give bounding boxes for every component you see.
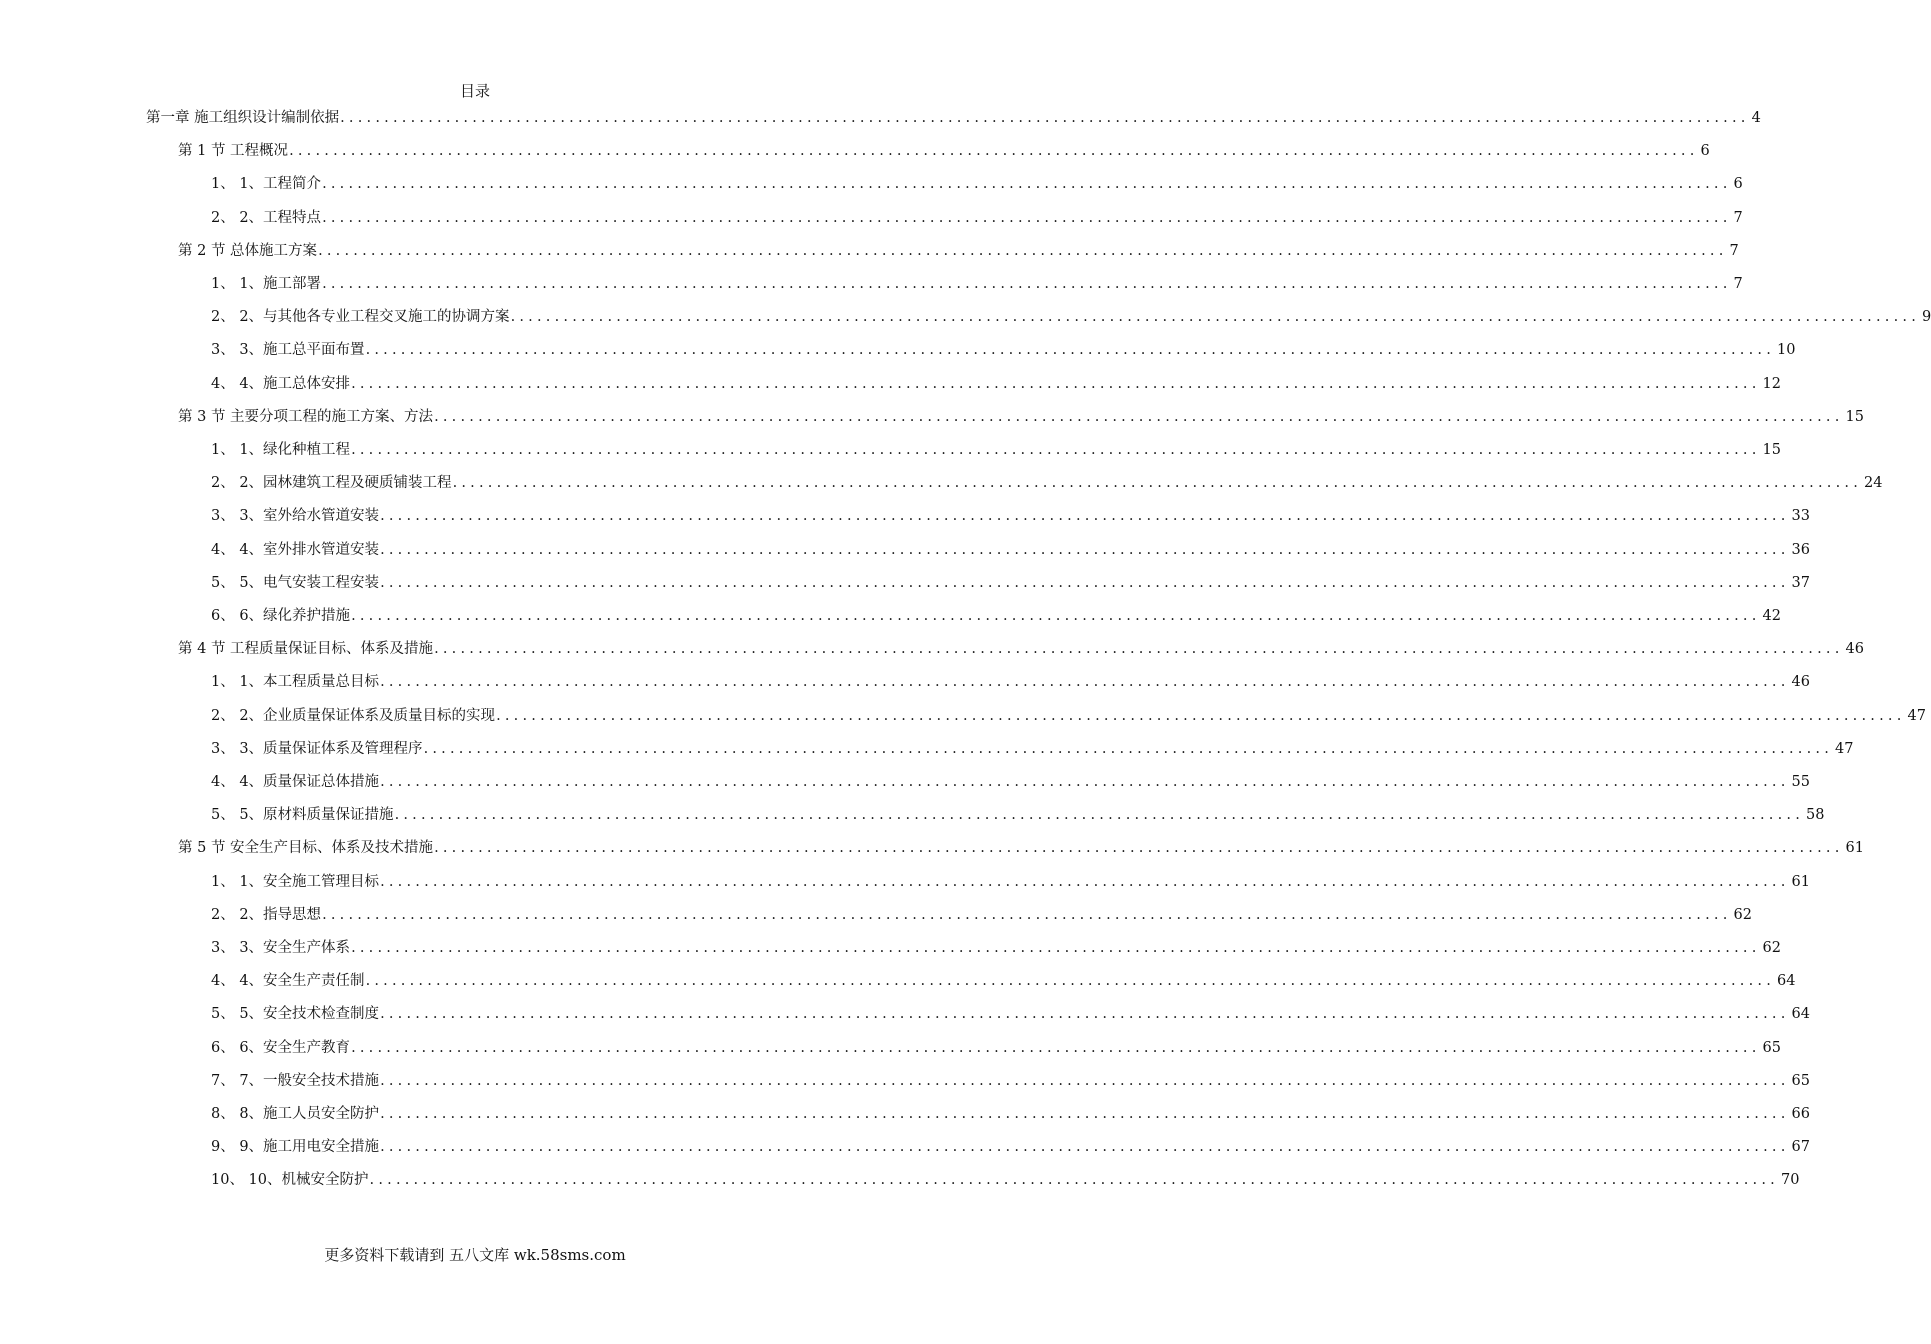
toc-entry-label: 2、 2、指导思想 <box>211 906 322 923</box>
toc-entry-label: 第 4 节 工程质量保证目标、体系及措施 <box>178 641 434 658</box>
toc-dot-leader: ................................................................................................................................................................ <box>452 475 1863 492</box>
toc-entry-page-number: 36 <box>1791 541 1810 558</box>
toc-dot-leader: ................................................................................................................................................................ <box>380 1006 1790 1023</box>
toc-entry-label: 2、 2、企业质量保证体系及质量目标的实现 <box>211 707 496 724</box>
toc-entry[interactable] <box>211 504 1810 526</box>
toc-entry-label: 1、 1、工程简介 <box>211 176 322 193</box>
toc-entry-label: 2、 2、园林建筑工程及硬质铺装工程 <box>211 475 452 492</box>
toc-entry[interactable] <box>211 372 1781 394</box>
toc-entry[interactable] <box>211 737 1854 759</box>
toc-entry[interactable] <box>211 1102 1810 1124</box>
toc-entry-page-number: 65 <box>1791 1072 1810 1089</box>
toc-entry-label: 4、 4、施工总体安排 <box>211 375 351 392</box>
toc-dot-leader: ................................................................................................................................................................ <box>369 1172 1779 1189</box>
toc-entry-page-number: 58 <box>1806 807 1825 824</box>
toc-entry[interactable] <box>211 604 1781 626</box>
toc-entry-label: 第 1 节 工程概况 <box>178 143 289 160</box>
toc-dot-leader: ................................................................................................................................................................ <box>380 873 1790 890</box>
toc-dot-leader: ................................................................................................................................................................ <box>322 906 1732 923</box>
toc-dot-leader: ................................................................................................................................................................ <box>380 1106 1790 1122</box>
toc-entry-label: 3、 3、室外给水管道安装 <box>211 508 380 525</box>
toc-entry-page-number: 4 <box>1751 110 1761 126</box>
toc-dot-leader: ................................................................................................................................................................ <box>394 807 1805 824</box>
toc-entry[interactable] <box>211 1069 1810 1091</box>
toc-dot-leader: ................................................................................................................................................................ <box>380 774 1790 790</box>
toc-dot-leader: ................................................................................................................................................................ <box>380 508 1790 525</box>
toc-entry-page-number: 61 <box>1845 840 1864 857</box>
toc-entry-label: 5、 5、电气安装工程安装 <box>211 574 380 591</box>
toc-entry[interactable] <box>211 571 1810 593</box>
toc-dot-leader: ................................................................................................................................................................ <box>351 375 1761 392</box>
toc-entry-page-number: 47 <box>1907 707 1926 724</box>
toc-entry[interactable] <box>211 305 1931 327</box>
toc-entry-label: 1、 1、施工部署 <box>211 276 322 292</box>
toc-dot-leader: ................................................................................................................................................................ <box>322 209 1732 226</box>
toc-entry-label: 10、 10、机械安全防护 <box>211 1172 369 1189</box>
toc-dot-leader: ................................................................................................................................................................ <box>380 541 1790 558</box>
toc-dot-leader: ................................................................................................................................................................ <box>365 973 1776 990</box>
toc-entry-label: 5、 5、安全技术检查制度 <box>211 1006 380 1023</box>
toc-entry[interactable] <box>211 206 1743 228</box>
toc-entry-page-number: 24 <box>1864 475 1883 492</box>
toc-dot-leader: ................................................................................................................................................................ <box>318 242 1728 259</box>
toc-entry[interactable] <box>211 670 1810 692</box>
toc-dot-leader: ................................................................................................................................................................ <box>380 1072 1790 1089</box>
toc-entry[interactable] <box>211 770 1810 792</box>
toc-entry-page-number: 7 <box>1729 242 1739 259</box>
toc-entry[interactable] <box>211 1135 1810 1157</box>
toc-entry[interactable] <box>211 936 1781 958</box>
toc-dot-leader: ................................................................................................................................................................ <box>434 641 1844 658</box>
toc-entry-label: 5、 5、原材料质量保证措施 <box>211 807 394 824</box>
toc-entry[interactable] <box>211 870 1810 892</box>
toc-entry-page-number: 15 <box>1845 408 1864 425</box>
toc-entry[interactable] <box>211 1002 1810 1024</box>
toc-dot-leader: ................................................................................................................................................................ <box>380 574 1790 591</box>
toc-entry[interactable] <box>178 239 1739 261</box>
toc-entry[interactable] <box>211 1036 1781 1058</box>
toc-entry-page-number: 33 <box>1791 508 1810 525</box>
toc-entry-page-number: 12 <box>1762 375 1781 392</box>
toc-dot-leader: ................................................................................................................................................................ <box>289 143 1699 160</box>
toc-entry-label: 3、 3、施工总平面布置 <box>211 342 365 359</box>
toc-entry[interactable] <box>211 903 1752 925</box>
toc-dot-leader: ................................................................................................................................................................ <box>322 176 1732 193</box>
toc-entry[interactable] <box>146 106 1761 128</box>
toc-entry-label: 6、 6、绿化养护措施 <box>211 608 351 624</box>
toc-entry-page-number: 67 <box>1791 1139 1810 1156</box>
toc-entry-label: 3、 3、安全生产体系 <box>211 940 351 956</box>
toc-entry[interactable] <box>211 172 1743 194</box>
toc-entry[interactable] <box>178 139 1710 161</box>
toc-entry-label: 第 5 节 安全生产目标、体系及技术措施 <box>178 840 434 857</box>
toc-entry-page-number: 70 <box>1780 1172 1800 1189</box>
toc-entry-page-number: 42 <box>1762 608 1781 624</box>
toc-dot-leader: ................................................................................................................................................................ <box>340 110 1750 126</box>
toc-dot-leader: ................................................................................................................................................................ <box>365 342 1776 359</box>
toc-dot-leader: ................................................................................................................................................................ <box>434 840 1844 857</box>
toc-entry-label: 6、 6、安全生产教育 <box>211 1039 351 1056</box>
toc-entry[interactable] <box>211 704 1926 726</box>
toc-entry-label: 1、 1、绿化种植工程 <box>211 442 351 458</box>
toc-entry-page-number: 65 <box>1762 1039 1781 1056</box>
toc-entry[interactable] <box>178 405 1864 427</box>
toc-entry-page-number: 47 <box>1835 740 1854 757</box>
toc-dot-leader: ................................................................................................................................................................ <box>351 442 1761 458</box>
toc-entry-label: 3、 3、质量保证体系及管理程序 <box>211 740 423 757</box>
toc-entry[interactable] <box>211 969 1796 991</box>
toc-entry-page-number: 62 <box>1733 906 1752 923</box>
toc-entry-label: 2、 2、与其他各专业工程交叉施工的协调方案 <box>211 309 510 326</box>
toc-entry-page-number: 62 <box>1762 940 1781 956</box>
toc-entry-label: 7、 7、一般安全技术措施 <box>211 1072 380 1089</box>
toc-entry-label: 9、 9、施工用电安全措施 <box>211 1139 380 1156</box>
toc-entry-page-number: 64 <box>1791 1006 1810 1023</box>
toc-entry-page-number: 46 <box>1791 674 1810 691</box>
page-footer: 更多资料下载请到 五八文库 wk.58sms.com <box>324 1246 626 1264</box>
toc-entry-page-number: 7 <box>1733 209 1743 226</box>
toc-entry[interactable] <box>178 836 1864 858</box>
toc-entry-page-number: 55 <box>1791 774 1810 790</box>
toc-entry-label: 1、 1、安全施工管理目标 <box>211 873 380 890</box>
toc-dot-leader: ................................................................................................................................................................ <box>322 276 1732 292</box>
toc-dot-leader: ................................................................................................................................................................ <box>510 309 1921 326</box>
toc-entry-page-number: 15 <box>1762 442 1781 458</box>
toc-entry-page-number: 10 <box>1777 342 1796 359</box>
toc-dot-leader: ................................................................................................................................................................ <box>351 1039 1761 1056</box>
toc-dot-leader: ................................................................................................................................................................ <box>423 740 1834 757</box>
toc-entry[interactable] <box>211 338 1796 360</box>
toc-dot-leader: ................................................................................................................................................................ <box>351 940 1761 956</box>
toc-entry-label: 1、 1、本工程质量总目标 <box>211 674 380 691</box>
toc-dot-leader: ................................................................................................................................................................ <box>380 674 1790 691</box>
toc-entry[interactable] <box>178 637 1864 659</box>
toc-entry-label: 8、 8、施工人员安全防护 <box>211 1106 380 1122</box>
toc-entry[interactable] <box>211 471 1883 493</box>
toc-entry-label: 第 2 节 总体施工方案 <box>178 242 318 259</box>
toc-entry-page-number: 9 <box>1922 309 1931 326</box>
toc-dot-leader: ................................................................................................................................................................ <box>496 707 1906 724</box>
toc-entry[interactable] <box>211 1168 1800 1190</box>
toc-entry-page-number: 46 <box>1845 641 1864 658</box>
toc-entry-page-number: 37 <box>1791 574 1810 591</box>
toc-title: 目录 <box>459 82 490 100</box>
toc-entry-label: 4、 4、室外排水管道安装 <box>211 541 380 558</box>
toc-entry-label: 2、 2、工程特点 <box>211 209 322 226</box>
toc-entry-page-number: 61 <box>1791 873 1810 890</box>
toc-entry-page-number: 6 <box>1733 176 1743 193</box>
toc-dot-leader: ................................................................................................................................................................ <box>380 1139 1790 1156</box>
toc-entry-label: 4、 4、质量保证总体措施 <box>211 774 380 790</box>
toc-entry-page-number: 64 <box>1777 973 1796 990</box>
toc-dot-leader: ................................................................................................................................................................ <box>434 408 1844 425</box>
toc-entry-page-number: 6 <box>1700 143 1710 160</box>
toc-dot-leader: ................................................................................................................................................................ <box>351 608 1761 624</box>
toc-entry-label: 第一章 施工组织设计编制依据 <box>146 110 340 126</box>
toc-entry-page-number: 66 <box>1791 1106 1810 1122</box>
toc-entry-label: 第 3 节 主要分项工程的施工方案、方法 <box>178 408 434 425</box>
toc-entry[interactable] <box>211 803 1825 825</box>
toc-entry[interactable] <box>211 538 1810 560</box>
toc-entry-page-number: 7 <box>1733 276 1743 292</box>
toc-entry[interactable] <box>211 438 1781 460</box>
toc-entry-label: 4、 4、安全生产责任制 <box>211 973 365 990</box>
toc-entry[interactable] <box>211 272 1743 294</box>
